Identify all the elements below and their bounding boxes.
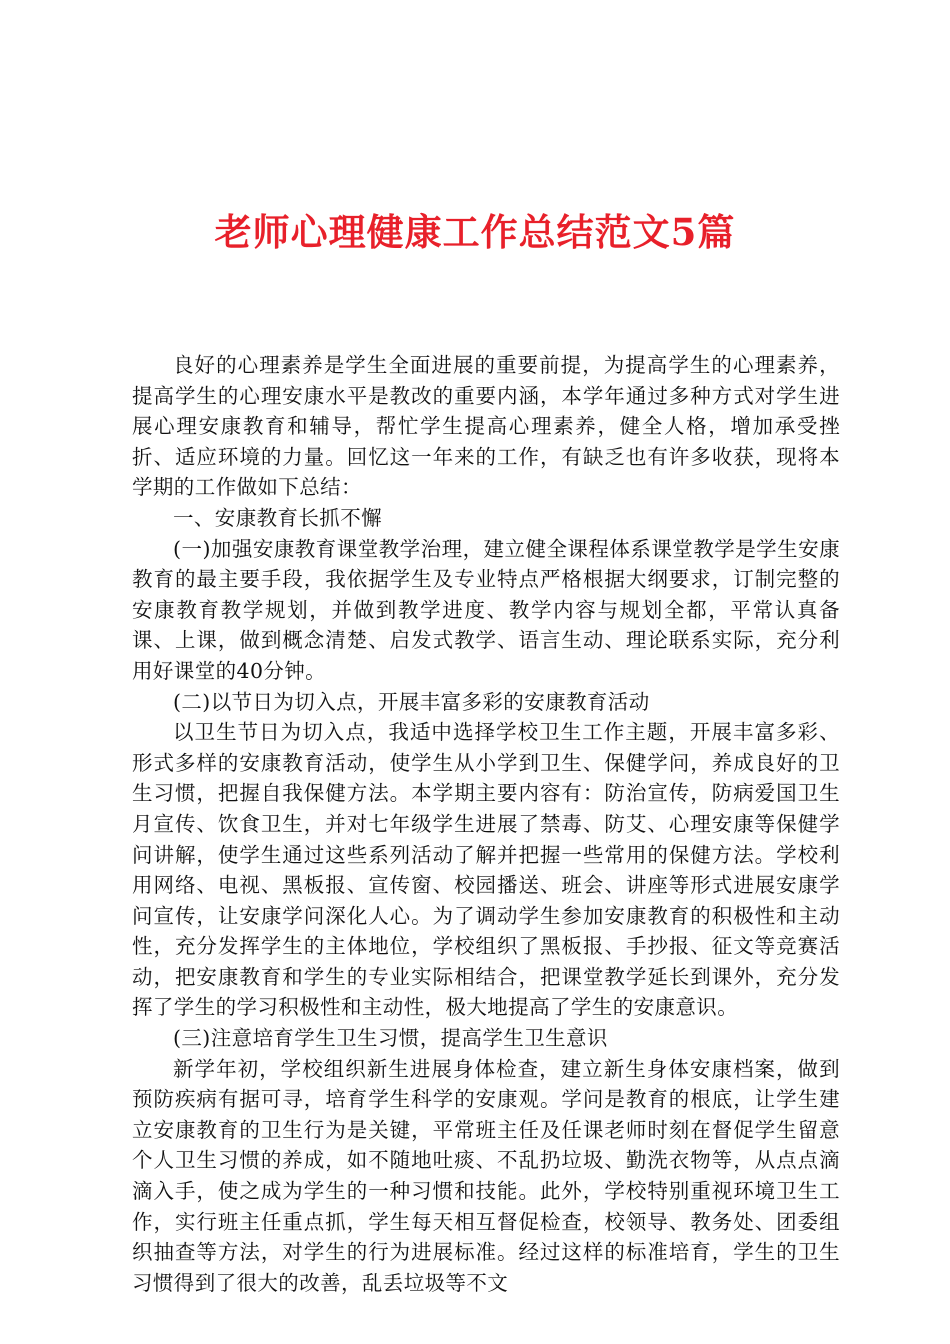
intro-paragraph: 良好的心理素养是学生全面进展的重要前提，为提高学生的心理素养，提高学生的心理安康水平是教改的重要内涵，本学年通过多种方式对学生进展心理安康教育和辅导，帮忙学生提高心理素养，健全人格，增加承受挫折、适应环境的力量。回忆这一年来的工作，有缺乏也有许多收获，现将本学期的工作做如下总结： <box>132 353 840 500</box>
subsection-heading-3: (三)注意培育学生卫生习惯，提高学生卫生意识 <box>173 1026 608 1051</box>
section-heading-1: 一、安康教育长抓不懈 <box>173 505 382 530</box>
document-title: 老师心理健康工作总结范文5篇 <box>214 210 736 254</box>
subsection-paragraph-3: 新学年初，学校组织新生进展身体检查，建立新生身体安康档案，做到预防疾病有据可寻，培育学生科学的安康观。学问是教育的根底，让学生建立安康教育的卫生行为是关键，平常班主任及任课老师时刻在督促学生留意个人卫生习惯的养成，如不随地吐痰、不乱扔垃圾、勤洗衣物等，从点点滴滴入手，使之成为学生的一种习惯和技能。此外，学校特别重视环境卫生工作，实行班主任重点抓，学生每天相互督促检查，校领导、教务处、团委组织抽查等方法，对学生的行为进展标准。经过这样的标准培育，学生的卫生习惯得到了很大的改善，乱丢垃圾等不文 <box>132 1056 840 1295</box>
subsection-paragraph-2: 以卫生节日为切入点，我适中选择学校卫生工作主题，开展丰富多彩、形式多样的安康教育活动，使学生从小学到卫生、保健学问，养成良好的卫生习惯，把握自我保健方法。本学期主要内容有：防治宣传，防病爱国卫生月宣传、饮食卫生，并对七年级学生进展了禁毒、防艾、心理安康等保健学问讲解，使学生通过这些系列活动了解并把握一些常用的保健方法。学校利用网络、电视、黑板报、宣传窗、校园播送、班会、讲座等形式进展安康学问宣传，让安康学问深化人心。为了调动学生参加安康教育的积极性和主动性，充分发挥学生的主体地位，学校组织了黑板报、手抄报、征文等竞赛活动，把安康教育和学生的专业实际相结合，把课堂教学延长到课外，充分发挥了学生的学习积极性和主动性，极大地提高了学生的安康意识。 <box>132 720 840 1020</box>
document-body <box>132 350 840 1298</box>
subsection-paragraph-1: (一)加强安康教育课堂教学治理，建立健全课程体系课堂教学是学生安康教育的最主要手段，我依据学生及专业特点严格根据大纲要求，订制完整的安康教育教学规划，并做到教学进度、教学内容与规划全都，平常认真备课、上课，做到概念清楚、启发式教学、语言生动、理论联系实际，充分利用好课堂的40分钟。 <box>132 536 840 683</box>
subsection-heading-2: (二)以节日为切入点，开展丰富多彩的安康教育活动 <box>173 689 650 714</box>
